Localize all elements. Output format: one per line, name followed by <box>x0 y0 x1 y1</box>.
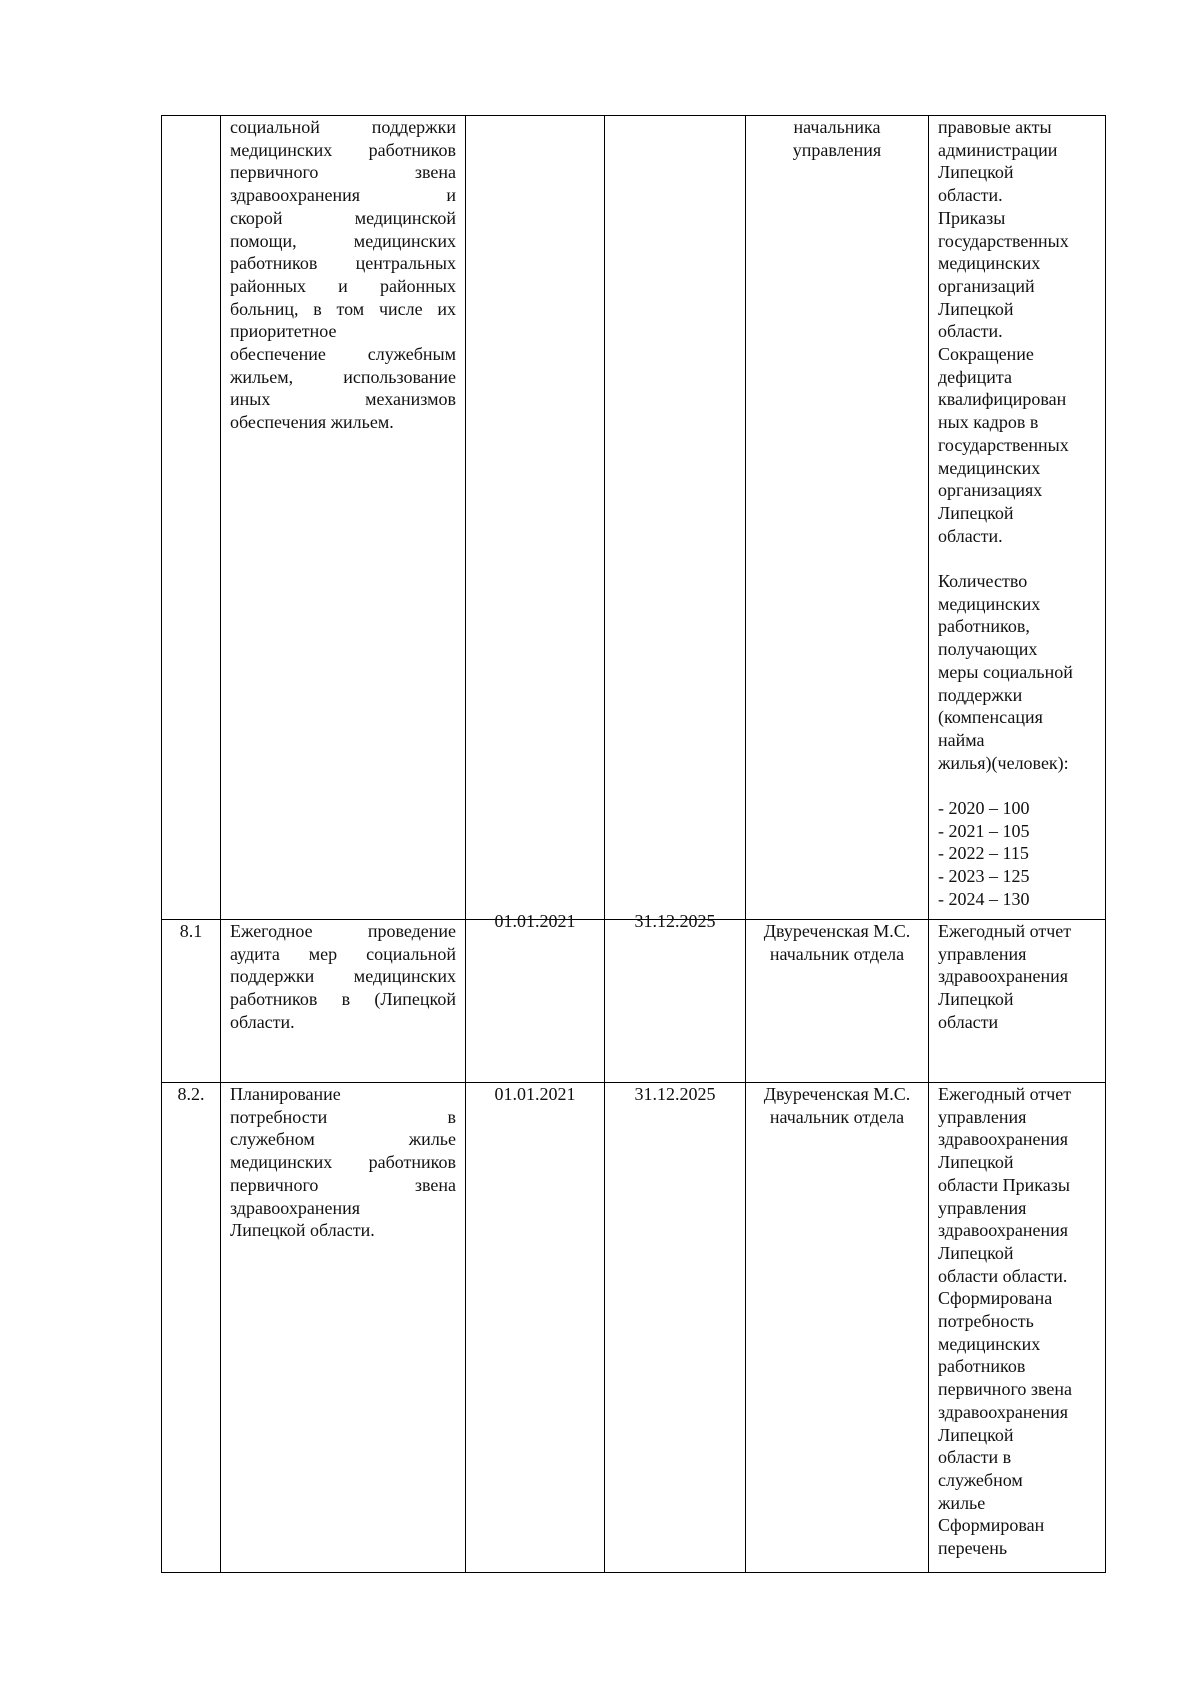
table-row <box>162 116 1106 920</box>
start-date: 01.01.2021 <box>466 920 605 1083</box>
expected-result: правовые акты администрации Липецкой области. Приказы государственных медицинских организаций Липецкой области. Сокращение дефицита квалифицирован ных кадров в государственных медицинских организациях Липецкой области. Количество медицинских работников, получающих меры социальной поддержки (компенсация найма жилья)(человек): - 2020 – 100 - 2021 – 105 - 2022 – 115 - 2023 – 125 - 2024 – 130 <box>929 116 1106 920</box>
table-row <box>162 920 1106 1083</box>
plan-table <box>161 115 1106 1573</box>
responsible-person: Двуреченская М.С. начальник отдела <box>746 1083 929 1573</box>
table-row <box>162 1083 1106 1573</box>
measure-description: Планирование потребности в служебном жилье медицинских работников первичного звена здравоохранения Липецкой области. <box>221 1083 466 1573</box>
responsible-person: Двуреченская М.С. начальник отдела <box>746 920 929 1083</box>
responsible-person: начальника управления <box>746 116 929 920</box>
expected-result: Ежегодный отчет управления здравоохранения Липецкой области <box>929 920 1106 1083</box>
measure-description: социальной поддержки медицинских работников первичного звена здравоохранения и скорой медицинской помощи, медицинских работников центральных районных и районных больниц, в том числе их приоритетное обеспечение служебным жильем, использование иных механизмов обеспечения жильем. <box>221 116 466 920</box>
row-number: 8.2. <box>162 1083 221 1573</box>
expected-result: Ежегодный отчет управления здравоохранения Липецкой области Приказы управления здравоохранения Липецкой области области. Сформирована потребность медицинских работников первичного звена здравоохранения Липецкой области в служебном жилье Сформирован перечень <box>929 1083 1106 1573</box>
end-date: 31.12.2025 <box>605 920 746 1083</box>
measure-description: Ежегодное проведение аудита мер социальной поддержки медицинских работников в (Липецкой области. <box>221 920 466 1083</box>
start-date <box>466 116 605 920</box>
end-date <box>605 116 746 920</box>
row-number: 8.1 <box>162 920 221 1083</box>
end-date: 31.12.2025 <box>605 1083 746 1573</box>
start-date: 01.01.2021 <box>466 1083 605 1573</box>
row-number <box>162 116 221 920</box>
